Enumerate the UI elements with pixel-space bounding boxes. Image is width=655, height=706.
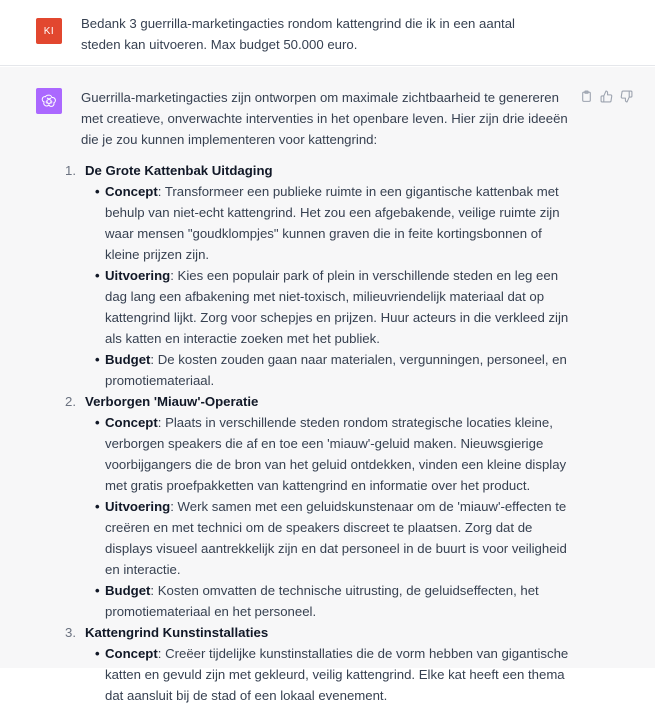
copy-button[interactable] <box>579 89 593 103</box>
idea-point <box>95 412 571 496</box>
point-label: Budget <box>105 352 151 367</box>
thumbs-up-button[interactable] <box>599 89 613 103</box>
idea-item <box>65 391 571 622</box>
idea-title: Verborgen 'Miauw'-Operatie <box>85 394 259 409</box>
idea-point <box>95 265 571 349</box>
idea-point <box>95 181 571 265</box>
clipboard-icon <box>580 90 593 103</box>
point-text: : Werk samen met een geluidskunstenaar om de 'miauw'-effecten te creëren en met technici om de speakers discreet te plaatsen. Zorg dat de displays visueel aantrekkelijk zijn en dat personeel in de buurt is voor veiligheid en interactie. <box>105 499 567 577</box>
assistant-avatar <box>36 88 62 114</box>
point-label: Uitvoering <box>105 268 171 283</box>
point-text: : De kosten zouden gaan naar materialen, vergunningen, personeel, en promotiemateriaal. <box>105 352 567 388</box>
user-message-text: Bedank 3 guerrilla-marketingacties rondom kattengrind die ik in een aantal steden kan uitvoeren. Max budget 50.000 euro. <box>81 16 515 52</box>
idea-item <box>65 622 571 706</box>
point-text: : Kosten omvatten de technische uitrusting, de geluidseffecten, het promotiemateriaal en het personeel. <box>105 583 539 619</box>
point-label: Concept <box>105 646 158 661</box>
thumbs-up-icon <box>600 90 613 103</box>
idea-item <box>65 160 571 391</box>
idea-number: 3. <box>65 625 76 640</box>
user-message-row <box>0 0 655 66</box>
point-label: Concept <box>105 415 158 430</box>
idea-points <box>85 643 571 706</box>
assistant-message-content <box>65 87 571 706</box>
point-text: : Transformeer een publieke ruimte in een gigantische kattenbak met behulp van niet-echt kattengrind. Het zou een afgebakende, veilige ruimte zijn waar mensen "goudklompjes" kunnen graven die in feite kortingsbonnen of kleine prijzen zijn. <box>105 184 560 262</box>
user-avatar: KI <box>36 18 62 44</box>
idea-title: De Grote Kattenbak Uitdaging <box>85 163 273 178</box>
bullet-icon: • <box>95 415 100 430</box>
openai-logo-icon <box>41 93 57 109</box>
point-text: : Creëer tijdelijke kunstinstallaties die de vorm hebben van gigantische katten en gevuld zijn met gekleurd, veilig kattengrind. Elke kat heeft een thema dat aansluit bij de stad of een lokaal evenement. <box>105 646 569 703</box>
idea-points <box>85 181 571 391</box>
assistant-message-row <box>0 67 655 703</box>
assistant-intro: Guerrilla-marketingacties zijn ontworpen om maximale zichtbaarheid te genereren met creatieve, onverwachte interventies in het openbare leven. Hier zijn drie ideeën die je zou kunnen implementeren voor kattengrind: <box>81 90 568 147</box>
bullet-icon: • <box>95 499 100 514</box>
idea-number: 2. <box>65 394 76 409</box>
point-label: Uitvoering <box>105 499 171 514</box>
idea-point <box>95 496 571 580</box>
bullet-icon: • <box>95 184 100 199</box>
bullet-icon: • <box>95 583 100 598</box>
idea-point <box>95 643 571 706</box>
idea-points <box>85 412 571 622</box>
point-text: : Kies een populair park of plein in verschillende steden en leg een dag lang een afbakening met niet-toxisch, milieuvriendelijk materiaal dat op kattengrind lijkt. Zorg voor schepjes en prijzen. Huur acteurs in die verkleed zijn als katten en interactie zoeken met het publiek. <box>105 268 569 346</box>
point-label: Concept <box>105 184 158 199</box>
bullet-icon: • <box>95 646 100 661</box>
thumbs-down-icon <box>620 90 633 103</box>
point-text: : Plaats in verschillende steden rondom strategische locaties kleine, verborgen speakers die af en toe een 'miauw'-geluid maken. Nieuwsgierige voorbijgangers die de bron van het geluid ontdekken, vinden een kleine display met gratis proefpakketten van kattengrind en informatie over het product. <box>105 415 567 493</box>
ideas-list <box>65 160 571 706</box>
bullet-icon: • <box>95 268 100 283</box>
message-actions <box>579 89 633 103</box>
idea-point <box>95 349 571 391</box>
point-label: Budget <box>105 583 151 598</box>
idea-point <box>95 580 571 622</box>
idea-title: Kattengrind Kunstinstallaties <box>85 625 269 640</box>
bullet-icon: • <box>95 352 100 367</box>
idea-number: 1. <box>65 163 76 178</box>
thumbs-down-button[interactable] <box>619 89 633 103</box>
